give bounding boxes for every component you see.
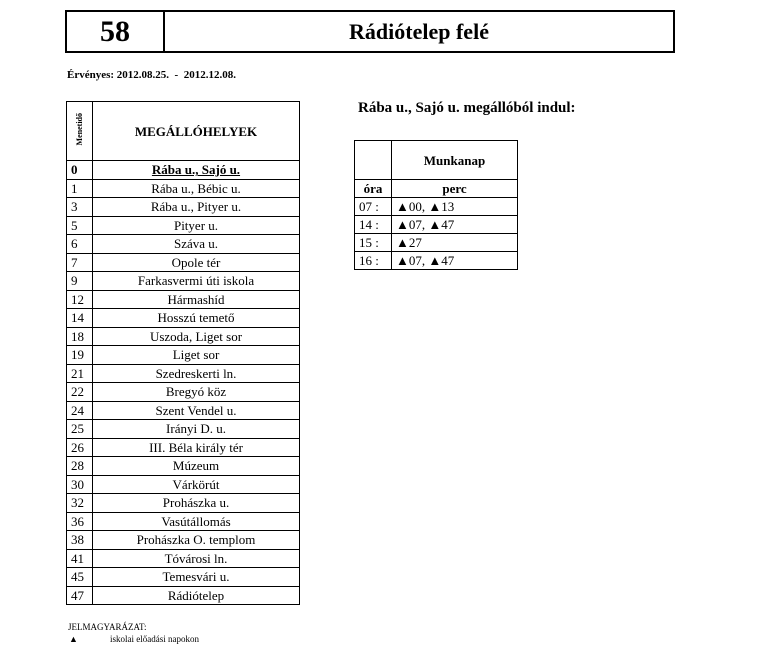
stop-name: Bregyó köz [165, 384, 227, 400]
validity-period: Érvényes: 2012.08.25. - 2012.12.08. [67, 69, 236, 81]
stop-row [67, 531, 300, 550]
stops-name-header: MEGÁLLÓHELYEK [93, 102, 300, 161]
stop-row [67, 216, 300, 235]
stop-row [67, 309, 300, 328]
stop-name: Rába u., Pityer u. [150, 199, 242, 215]
stop-row [67, 346, 300, 365]
departure-daytype-row [355, 141, 518, 180]
stop-row [67, 364, 300, 383]
hour-column-header: óra [355, 180, 392, 198]
legend-title: JELMAGYARÁZAT: [68, 622, 147, 632]
stop-travel-time: 28 [67, 457, 93, 476]
stop-travel-time: 19 [67, 346, 93, 365]
stop-travel-time: 0 [67, 161, 93, 180]
stop-name: Tóvárosi ln. [164, 550, 228, 566]
stop-travel-time: 41 [67, 549, 93, 568]
minute-column-header: perc [392, 180, 518, 198]
day-type-label: Munkanap [392, 141, 518, 180]
stop-travel-time: 7 [67, 253, 93, 272]
stop-row [67, 494, 300, 513]
departure-hour: 07 : [355, 198, 392, 216]
stop-travel-time: 26 [67, 438, 93, 457]
stop-name: Liget sor [172, 347, 220, 363]
stop-travel-time: 14 [67, 309, 93, 328]
stop-travel-time: 25 [67, 420, 93, 439]
stop-travel-time: 38 [67, 531, 93, 550]
departure-hour: 15 : [355, 234, 392, 252]
stop-name: Rádiótelep [167, 587, 225, 603]
stop-row [67, 253, 300, 272]
stop-travel-time: 36 [67, 512, 93, 531]
stop-row [67, 586, 300, 605]
stop-travel-time: 45 [67, 568, 93, 587]
stop-travel-time: 3 [67, 198, 93, 217]
stop-row [67, 383, 300, 402]
travel-time-header: Menetidő [75, 112, 84, 146]
route-destination: Rádiótelep felé [349, 18, 489, 44]
route-number: 58 [67, 12, 165, 51]
stop-travel-time: 47 [67, 586, 93, 605]
stop-name: Prohászka O. templom [136, 532, 256, 548]
stop-travel-time: 5 [67, 216, 93, 235]
departure-minutes: ▲07, ▲47 [392, 216, 518, 234]
stop-travel-time: 30 [67, 475, 93, 494]
stop-row [67, 457, 300, 476]
stop-row [67, 549, 300, 568]
stop-name: Opole tér [171, 254, 221, 270]
stop-name: Múzeum [172, 458, 220, 474]
stop-travel-time: 9 [67, 272, 93, 291]
departure-hour: 14 : [355, 216, 392, 234]
stop-row [67, 420, 300, 439]
stop-name: Pityer u. [173, 217, 219, 233]
departure-row [355, 252, 518, 270]
stop-travel-time: 12 [67, 290, 93, 309]
stop-row [67, 438, 300, 457]
stop-row [67, 475, 300, 494]
stop-travel-time: 6 [67, 235, 93, 254]
stop-travel-time: 1 [67, 179, 93, 198]
stop-travel-time: 22 [67, 383, 93, 402]
stop-row [67, 327, 300, 346]
departure-col-headers [355, 180, 518, 198]
stop-row [67, 401, 300, 420]
stops-table-header [67, 102, 300, 161]
stop-name: Szent Vendel u. [155, 402, 237, 418]
stop-name: Száva u. [173, 236, 219, 252]
departure-row [355, 234, 518, 252]
stop-name: Vasútállomás [161, 513, 231, 529]
route-header [65, 10, 675, 53]
stop-row [67, 272, 300, 291]
legend-description: iskolai előadási napokon [110, 634, 199, 644]
stop-row [67, 235, 300, 254]
stop-name: Rába u., Bébic u. [151, 180, 241, 196]
departure-row [355, 198, 518, 216]
stop-row [67, 568, 300, 587]
legend-entry [69, 634, 199, 644]
stop-name: Hármashíd [167, 291, 225, 307]
stop-name: Temesvári u. [162, 569, 230, 585]
departure-minutes: ▲27 [392, 234, 518, 252]
stop-name: Rába u., Sajó u. [151, 162, 241, 178]
stop-row [67, 512, 300, 531]
stop-name: Uszoda, Liget sor [149, 328, 243, 344]
stop-travel-time: 24 [67, 401, 93, 420]
stop-travel-time: 18 [67, 327, 93, 346]
triangle-icon: ▲ [69, 634, 78, 644]
stop-name: Irányi D. u. [166, 421, 226, 437]
departure-table [354, 140, 518, 270]
stop-row [67, 290, 300, 309]
stop-name: Farkasvermi úti iskola [137, 273, 255, 289]
start-stop-label: Rába u., Sajó u. megállóból indul: [358, 100, 576, 116]
stop-name: Várkörút [172, 476, 220, 492]
stop-name: Prohászka u. [162, 495, 230, 511]
stops-table [66, 101, 300, 605]
stop-name: III. Béla király tér [149, 439, 243, 455]
departure-minutes: ▲00, ▲13 [392, 198, 518, 216]
stop-name: Hosszú temető [157, 310, 235, 326]
stop-row [67, 179, 300, 198]
departure-minutes: ▲07, ▲47 [392, 252, 518, 270]
stop-travel-time: 21 [67, 364, 93, 383]
stop-row [67, 198, 300, 217]
stop-name: Szedreskerti ln. [155, 365, 237, 381]
stop-travel-time: 32 [67, 494, 93, 513]
departure-row [355, 216, 518, 234]
departure-hour: 16 : [355, 252, 392, 270]
stop-row [67, 161, 300, 180]
